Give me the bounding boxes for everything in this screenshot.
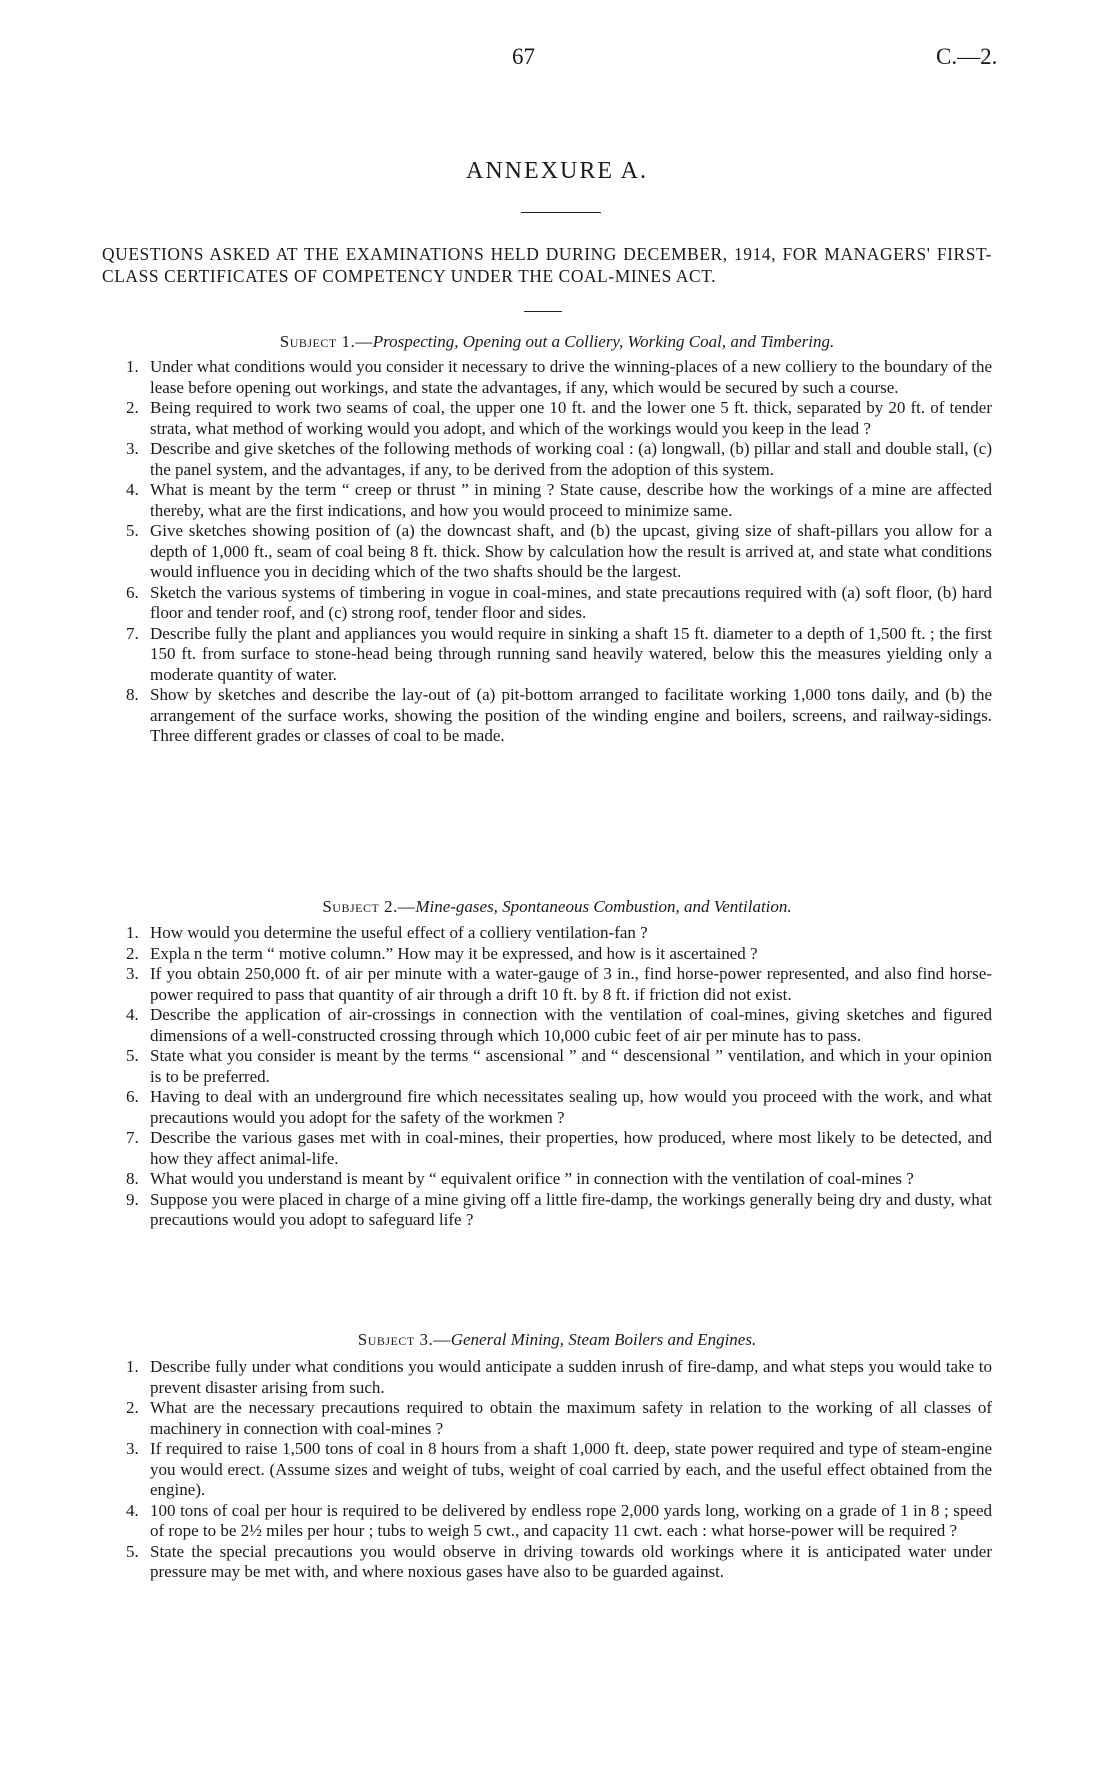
question-number: 5. (126, 1541, 139, 1561)
question-item (102, 1542, 992, 1583)
question-item (102, 923, 992, 944)
document-reference: C.—2. (936, 44, 998, 69)
question-item (102, 1501, 992, 1542)
subject-label: Subject 1.— (279, 332, 373, 351)
question-list (102, 357, 992, 747)
question-number: 5. (126, 1046, 139, 1065)
subject-title: Mine-gases, Spontaneous Combustion, and Ventilation. (415, 897, 792, 916)
question-number: 9. (126, 1189, 139, 1209)
main-heading: QUESTIONS ASKED AT THE EXAMINATIONS HELD DURING DECEMBER, 1914, FOR MANAGERS' FIRST-CLASS CERTIFICATES OF COMPETENCY UNDER THE COAL-MINES ACT. (102, 244, 992, 286)
question-item (102, 357, 992, 398)
question-number: 8. (126, 1169, 139, 1188)
question-text: What are the necessary precautions required to obtain the maximum safety in relation to the working of all classes of machinery in connection with coal-mines ? (150, 1398, 992, 1438)
question-text: Give sketches showing position of (a) the downcast shaft, and (b) the upcast, giving size of shaft-pillars you allow for a depth of 1,000 ft., seam of coal being 8 ft. thick. Show by calculation how the result is arrived at, and state what conditions would influence you in deciding which of the two shafts should be the largest. (150, 521, 992, 581)
question-number: 5. (126, 521, 139, 540)
question-text: If required to raise 1,500 tons of coal in 8 hours from a shaft 1,000 ft. deep, state power required and type of steam-engine you would erect. (Assume sizes and weight of tubs, weight of coal carried by each, and the useful effect obtained from the engine). (150, 1439, 992, 1499)
question-item (102, 521, 992, 583)
question-number: 4. (126, 480, 139, 499)
question-number: 4. (126, 1500, 139, 1520)
question-number: 4. (126, 1005, 139, 1024)
question-item (102, 624, 992, 686)
question-item (102, 944, 992, 965)
question-text: Being required to work two seams of coal, the upper one 10 ft. and the lower one 5 ft. thick, separated by 20 ft. of tender strata, what method of working would you adopt, and which of the workings would you keep in the lead ? (150, 398, 992, 438)
question-number: 3. (126, 439, 139, 458)
subject-label: Subject 3.— (357, 1330, 451, 1349)
question-number: 2. (126, 398, 139, 417)
question-text: What is meant by the term “ creep or thrust ” in mining ? State cause, describe how the workings of a mine are affected thereby, what are the first indications, and how you would proceed to minimize same. (150, 480, 992, 520)
question-item (102, 685, 992, 747)
question-item (102, 480, 992, 521)
question-item (102, 1087, 992, 1128)
question-number: 8. (126, 685, 139, 704)
question-list (102, 1357, 992, 1583)
question-number: 6. (126, 1087, 139, 1106)
question-item (102, 1046, 992, 1087)
question-text: Describe fully under what conditions you would anticipate a sudden inrush of fire-damp, and what steps you would take to prevent disaster arising from such. (150, 1357, 992, 1397)
question-text: Suppose you were placed in charge of a mine giving off a little fire-damp, the workings generally being dry and dusty, what precautions would you adopt to safeguard life ? (150, 1189, 992, 1229)
question-number: 3. (126, 964, 139, 983)
question-text: Expla n the term “ motive column.” How may it be expressed, and how is it ascertained ? (150, 943, 758, 963)
subject-heading (0, 332, 1114, 352)
question-text: 100 tons of coal per hour is required to be delivered by endless rope 2,000 yards long, working on a grade of 1 in 8 ; speed of rope to be 2½ miles per hour ; tubs to weigh 5 cwt., and capacity 11 cwt. each : what horse-power will be required ? (150, 1500, 992, 1540)
question-number: 1. (126, 1357, 139, 1376)
subject-label: Subject 2.— (322, 897, 416, 916)
subject-title: Prospecting, Opening out a Colliery, Working Coal, and Timbering. (372, 332, 835, 351)
question-number: 7. (126, 1128, 139, 1147)
heading-divider (524, 311, 562, 312)
question-item (102, 439, 992, 480)
question-item (102, 1005, 992, 1046)
question-text: How would you determine the useful effect of a colliery ventilation-fan ? (150, 923, 648, 942)
question-item (102, 964, 992, 1005)
question-text: Show by sketches and describe the lay-out of (a) pit-bottom arranged to facilitate working 1,000 tons daily, and (b) the arrangement of the surface works, showing the position of the winding engine and boilers, screens, and railway-sidings. Three different grades or classes of coal to be made. (150, 685, 992, 745)
question-text: Under what conditions would you consider it necessary to drive the winning-places of a new colliery to the boundary of the lease before opening out workings, and state the advantages, if any, which would be secured by such a course. (150, 357, 992, 397)
question-number: 1. (126, 923, 139, 942)
question-text: State the special precautions you would observe in driving towards old workings where it is anticipated water under pressure may be met with, and where noxious gases have also to be guarded against. (150, 1541, 992, 1581)
question-item (102, 1128, 992, 1169)
question-text: What would you understand is meant by “ equivalent orifice ” in connection with the ventilation of coal-mines ? (150, 1169, 914, 1188)
question-number: 1. (126, 357, 139, 376)
question-text: If you obtain 250,000 ft. of air per minute with a water-gauge of 3 in., find horse-power represented, and also find horse-power required to pass that quantity of air through a drift 10 ft. by 8 ft. if friction did not exist. (150, 964, 992, 1004)
question-number: 6. (126, 582, 139, 602)
question-item (102, 1357, 992, 1398)
question-list (102, 923, 992, 1231)
subject-title: General Mining, Steam Boilers and Engines. (450, 1330, 757, 1349)
subject-heading (0, 897, 1114, 917)
question-text: Describe and give sketches of the following methods of working coal : (a) longwall, (b) pillar and stall and double stall, (c) the panel system, and the advantages, if any, to be derived from the adoption of this system. (150, 439, 992, 479)
annexure-title: ANNEXURE A. (466, 158, 648, 184)
title-divider (521, 212, 601, 213)
question-number: 2. (126, 943, 139, 963)
question-item (102, 583, 992, 624)
question-item (102, 1439, 992, 1501)
question-number: 7. (126, 623, 139, 643)
question-text: Describe the application of air-crossings in connection with the ventilation of coal-mines, giving sketches and figured dimensions of a well-constructed crossing through which 10,000 cubic feet of air per minute has to pass. (150, 1005, 992, 1045)
question-number: 2. (126, 1398, 139, 1417)
question-item (102, 1190, 992, 1231)
question-text: Having to deal with an underground fire which necessitates sealing up, how would you proceed with the work, and what precautions would you adopt for the safety of the workmen ? (150, 1087, 992, 1127)
page-number: 67 (512, 44, 535, 69)
question-item (102, 398, 992, 439)
question-text: Describe fully the plant and appliances you would require in sinking a shaft 15 ft. diameter to a depth of 1,500 ft. ; the first 150 ft. from surface to stone-head being through running sand heavily watered, below this the measures yielding only a moderate quantity of water. (150, 623, 992, 684)
question-number: 3. (126, 1439, 139, 1458)
question-item (102, 1169, 992, 1190)
question-text: Describe the various gases met with in coal-mines, their properties, how produced, where most likely to be detected, and how they affect animal-life. (150, 1128, 992, 1168)
question-text: Sketch the various systems of timbering in vogue in coal-mines, and state precautions required with (a) soft floor, (b) hard floor and tender roof, and (c) strong roof, tender floor and sides. (150, 582, 992, 622)
question-text: State what you consider is meant by the terms “ ascensional ” and “ descensional ” ventilation, and which in your opinion is to be preferred. (150, 1046, 992, 1086)
question-item (102, 1398, 992, 1439)
subject-heading (0, 1330, 1114, 1350)
